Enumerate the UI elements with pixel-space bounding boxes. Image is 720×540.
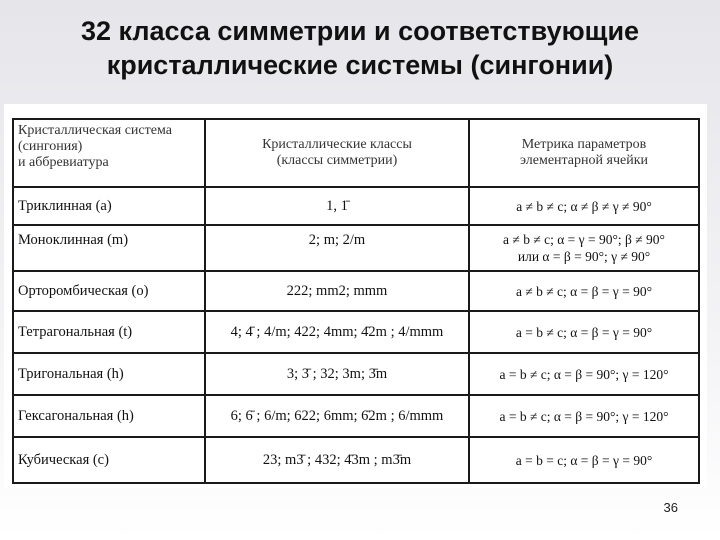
metric-cell: a = b = c; α = β = γ = 90° (469, 437, 699, 483)
classes-cell: 4; 4̄ ; 4/m; 422; 4mm; 4̄2m ; 4/mmm (205, 311, 469, 353)
metric-line-1: a ≠ b ≠ c; α = γ = 90°; β ≠ 90° (503, 232, 665, 247)
metric-line-2: или α = β = 90°; γ ≠ 90° (517, 249, 651, 264)
header-crystal-classes-line-1: Кристаллические классы (262, 137, 412, 152)
table-row (13, 353, 699, 395)
table-row (13, 271, 699, 311)
table-row (13, 437, 699, 483)
classes-cell: 23; m3̄ ; 432; 4̄3m ; m3̄m (205, 437, 469, 483)
system-cell: Моноклинная (m) (13, 225, 205, 271)
system-cell: Тетрагональная (t) (13, 311, 205, 353)
classes-cell: 6; 6̄ ; 6/m; 622; 6mm; 6̄2m ; 6/mmm (205, 395, 469, 437)
slide-title (0, 14, 720, 82)
system-cell: Орторомбическая (o) (13, 271, 205, 311)
table-header-row (13, 119, 699, 187)
slide-title-line-2: кристаллические системы (сингонии) (106, 50, 614, 80)
system-cell: Триклинная (a) (13, 187, 205, 225)
metric-cell: a ≠ b ≠ c; α ≠ β ≠ γ ≠ 90° (469, 187, 699, 225)
classes-cell: 2; m; 2/m (205, 225, 469, 271)
header-crystal-classes-line-2: (классы симметрии) (276, 153, 398, 168)
header-crystal-system-line-1: Кристаллическая система (18, 123, 172, 138)
metric-cell: a = b ≠ c; α = β = 90°; γ = 120° (469, 353, 699, 395)
header-crystal-system (13, 119, 205, 187)
system-cell: Тригональная (h) (13, 353, 205, 395)
classes-cell: 222; mm2; mmm (205, 271, 469, 311)
table-row (13, 395, 699, 437)
page-number: 36 (663, 500, 678, 515)
crystal-systems-table (12, 118, 700, 484)
header-crystal-classes (205, 119, 469, 187)
header-crystal-system-line-2: (сингония) (18, 139, 83, 154)
metric-cell: a = b ≠ c; α = β = γ = 90° (469, 311, 699, 353)
table-row (13, 225, 699, 271)
classes-cell: 1, 1̄ (205, 187, 469, 225)
slide-title-line-1: 32 класса симметрии и соответствующие (80, 16, 640, 46)
metric-cell: a ≠ b ≠ c; α = β = γ = 90° (469, 271, 699, 311)
system-cell: Кубическая (c) (13, 437, 205, 483)
metric-cell: a = b ≠ c; α = β = 90°; γ = 120° (469, 395, 699, 437)
header-cell-metric (469, 119, 699, 187)
header-cell-metric-line-2: элементарной ячейки (520, 153, 648, 168)
metric-cell (469, 225, 699, 271)
table-row (13, 187, 699, 225)
header-cell-metric-line-1: Метрика параметров (521, 137, 647, 152)
table-row (13, 311, 699, 353)
table-scan-image (4, 104, 707, 488)
system-cell: Гексагональная (h) (13, 395, 205, 437)
header-crystal-system-line-3: и аббревиатура (18, 155, 109, 170)
classes-cell: 3; 3̄ ; 32; 3m; 3̄m (205, 353, 469, 395)
